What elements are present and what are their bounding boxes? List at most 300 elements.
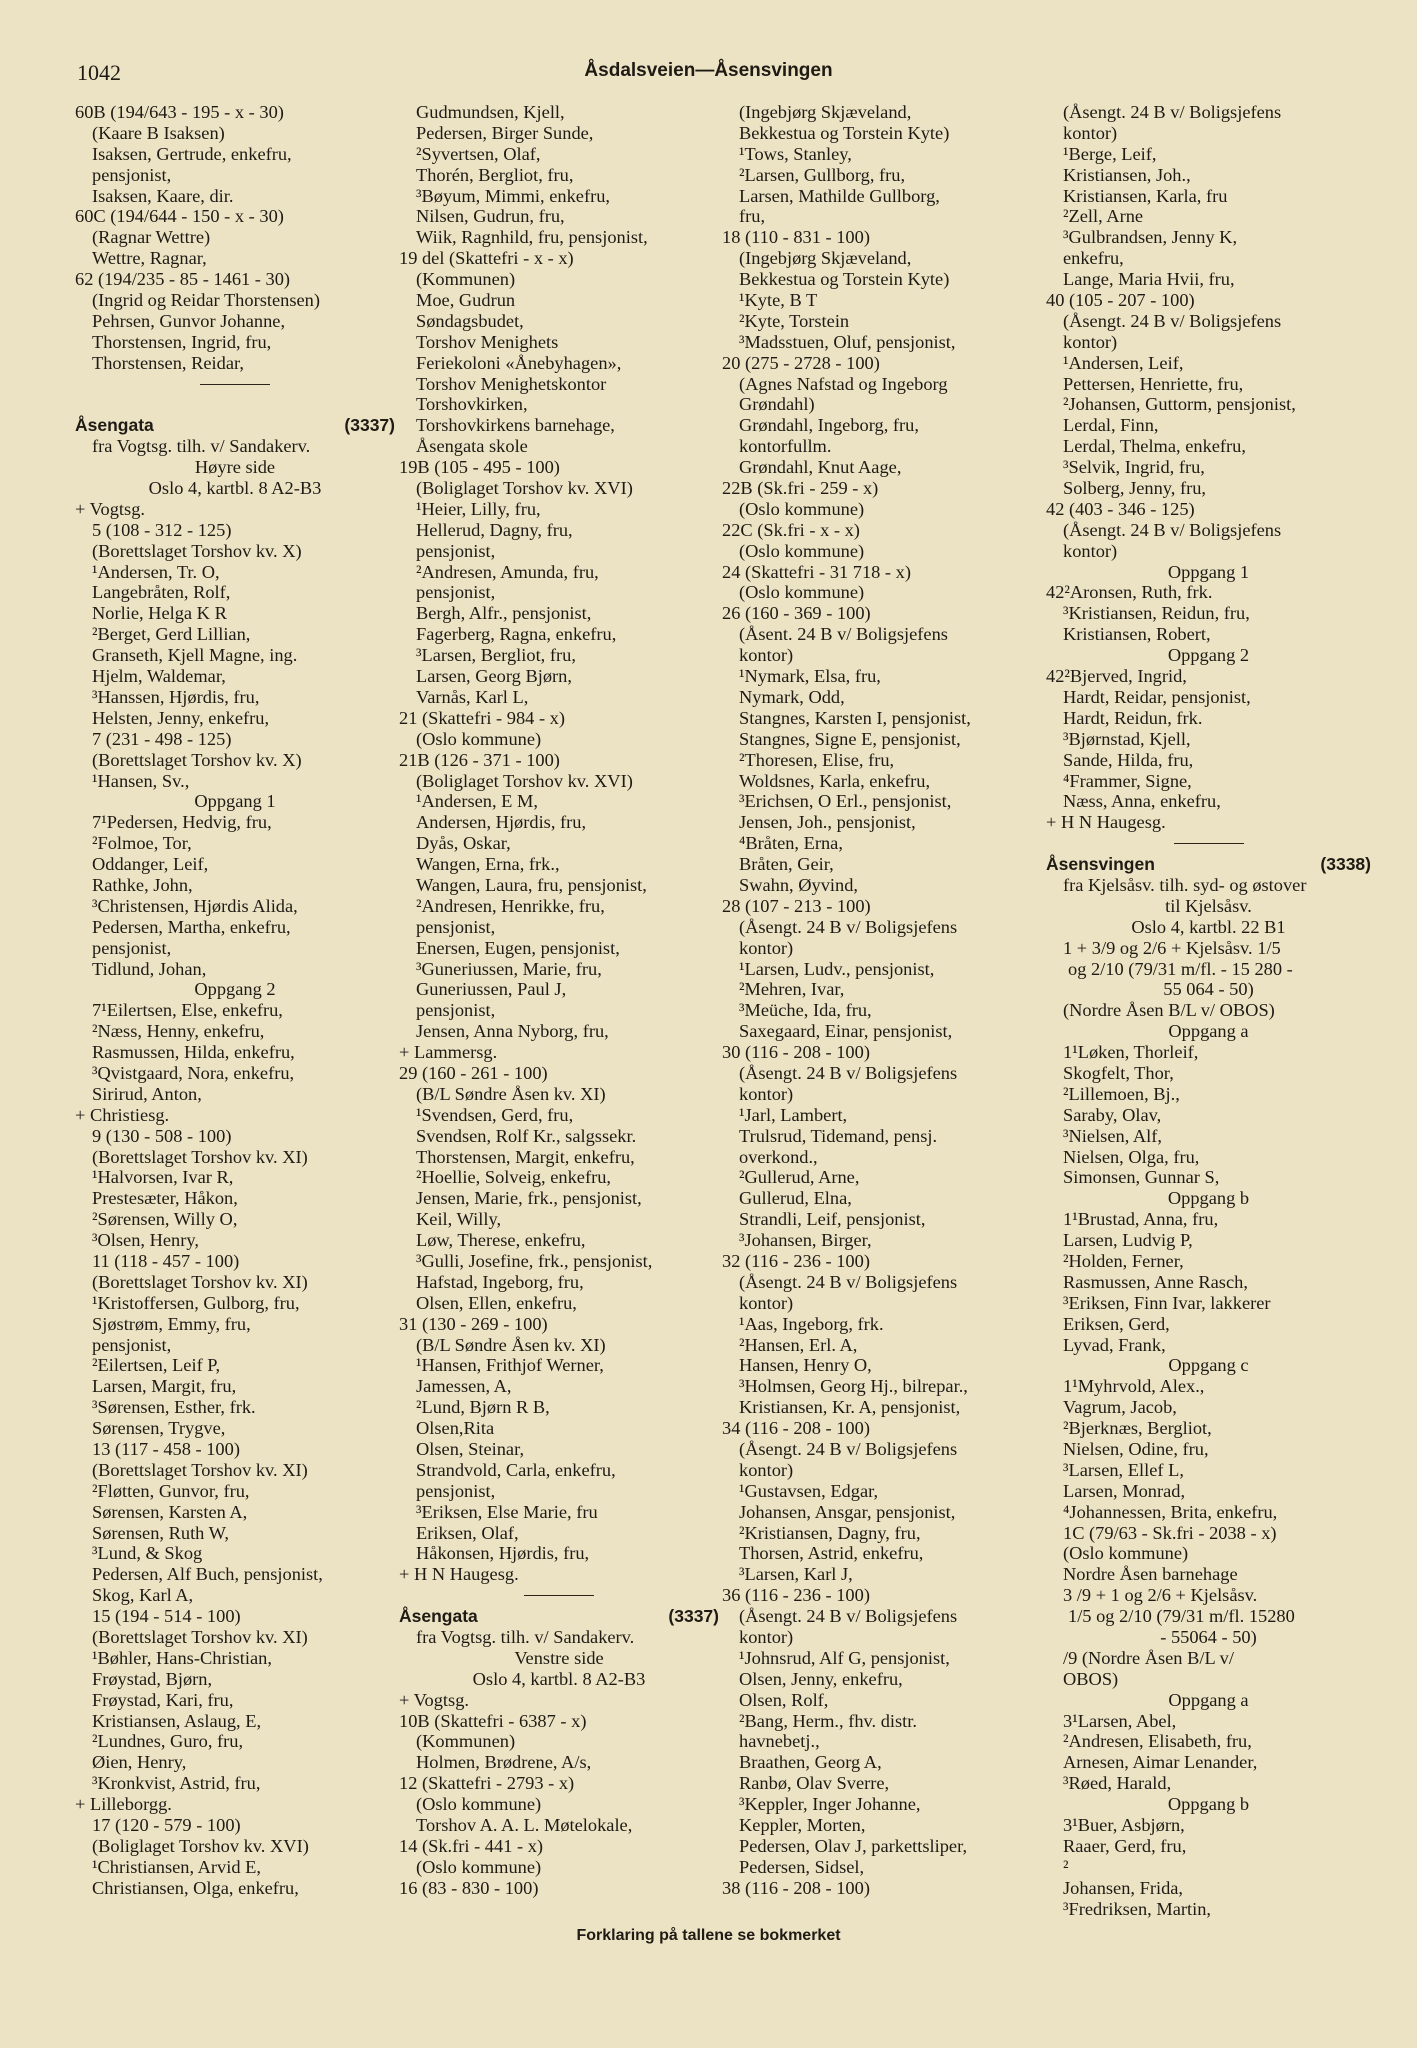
directory-line: 28 (107 - 213 - 100): [722, 895, 871, 916]
directory-line: 60B (194/643 - 195 - x - 30): [75, 102, 284, 122]
directory-line: ²Berget, Gerd Lillian,: [92, 624, 251, 645]
directory-line: Frøystad, Bjørn,: [92, 1668, 213, 1689]
directory-line: Larsen, Mathilde Gullborg,: [739, 185, 940, 206]
directory-line: (Åsengt. 24 B v/ Boligsjefens: [1063, 102, 1282, 122]
centered-line: Oppgang 1: [1167, 561, 1250, 582]
directory-line: pensjonist,: [92, 937, 172, 958]
directory-line: Wettre, Ragnar,: [92, 248, 207, 269]
directory-line: Pehrsen, Gunvor Johanne,: [92, 310, 286, 331]
directory-line: 40 (105 - 207 - 100): [1046, 290, 1195, 311]
directory-line: ³Bøyum, Mimmi, enkefru,: [416, 185, 610, 206]
directory-line: Hardt, Reidun, frk.: [1063, 707, 1203, 728]
directory-line: ¹Tows, Stanley,: [739, 143, 852, 164]
directory-line: ³Gulli, Josefine, frk., pensjonist,: [416, 1250, 653, 1271]
directory-line: Varnås, Karl L,: [416, 686, 529, 707]
section-divider: [399, 1585, 719, 1606]
centered-line: Oppgang 2: [194, 979, 276, 1000]
directory-line: havnebetj.,: [739, 1731, 820, 1752]
centered-line: Oppgang a: [1168, 1689, 1249, 1710]
directory-line: Kristiansen, Joh.,: [1063, 164, 1191, 185]
directory-line: kontor): [1063, 122, 1118, 143]
directory-line: Olsen, Ellen, enkefru,: [416, 1292, 577, 1313]
directory-line: Rasmussen, Hilda, enkefru,: [92, 1042, 295, 1063]
directory-line: + H N Haugesg.: [1046, 812, 1166, 833]
directory-line: Søndagsbudet,: [416, 310, 524, 331]
directory-line: Strandvold, Carla, enkefru,: [416, 1459, 616, 1480]
directory-line: Isaksen, Kaare, dir.: [92, 185, 234, 206]
directory-line: (Nordre Åsen B/L v/ OBOS): [1063, 1000, 1275, 1021]
directory-line: Rathke, John,: [92, 874, 193, 895]
directory-line: 42 (403 - 346 - 125): [1046, 498, 1195, 519]
directory-line: Jamessen, A,: [416, 1376, 512, 1397]
directory-line: (Åsengt. 24 B v/ Boligsjefens: [1063, 310, 1282, 331]
directory-line: (Borettslaget Torshov kv. XI): [92, 1146, 308, 1167]
directory-line: Nilsen, Gudrun, fru,: [416, 206, 565, 227]
directory-line: [75, 394, 395, 415]
directory-line: 5 (108 - 312 - 125): [92, 519, 232, 540]
directory-line: Tidlund, Johan,: [92, 958, 207, 979]
directory-line: ³Kronkvist, Astrid, fru,: [92, 1773, 261, 1794]
directory-line: Keil, Willy,: [416, 1209, 502, 1230]
directory-line: ³Gulbrandsen, Jenny K,: [1063, 227, 1238, 248]
directory-line: ²Mehren, Ivar,: [739, 979, 845, 1000]
directory-line: Grøndahl): [739, 394, 815, 415]
directory-line: ³Fredriksen, Martin,: [1063, 1898, 1212, 1919]
directory-line: ³Larsen, Ellef L,: [1063, 1459, 1184, 1480]
street-name: Åsengata: [399, 1606, 478, 1627]
directory-line: 62 (194/235 - 85 - 1461 - 30): [75, 269, 291, 290]
directory-line: Sande, Hilda, fru,: [1063, 749, 1194, 770]
directory-line: Langebråten, Rolf,: [92, 582, 231, 603]
directory-line: (Oslo kommune): [739, 498, 865, 519]
directory-line: Håkonsen, Hjørdis, fru,: [416, 1543, 590, 1564]
directory-line: Hellerud, Dagny, fru,: [416, 519, 573, 540]
directory-line: (Borettslaget Torshov kv. XI): [92, 1627, 308, 1648]
directory-line: + Lammersg.: [399, 1042, 498, 1063]
directory-line: ¹Andersen, E M,: [416, 791, 538, 812]
directory-line: ¹Svendsen, Gerd, fru,: [416, 1104, 574, 1125]
directory-line: ¹Bøhler, Hans-Christian,: [92, 1647, 272, 1668]
directory-line: (Borettslaget Torshov kv. X): [92, 540, 302, 561]
street-code: (3338): [1320, 854, 1371, 875]
directory-line: Guneriussen, Paul J,: [416, 979, 567, 1000]
directory-line: 32 (116 - 236 - 100): [722, 1250, 870, 1271]
directory-line: ²Larsen, Gullborg, fru,: [739, 164, 906, 185]
directory-line: ³Larsen, Karl J,: [739, 1564, 853, 1585]
directory-line: ¹Johnsrud, Alf G, pensjonist,: [739, 1647, 950, 1668]
directory-line: ²Johansen, Guttorm, pensjonist,: [1063, 394, 1296, 415]
directory-line: ²Lundnes, Guro, fru,: [92, 1731, 244, 1752]
directory-line: Nymark, Odd,: [739, 686, 845, 707]
directory-line: ¹Andersen, Leif,: [1063, 352, 1184, 373]
directory-line: Olsen, Steinar,: [416, 1439, 525, 1459]
directory-line: Torshov Menighetskontor: [416, 373, 607, 394]
directory-line: ²: [1063, 1856, 1069, 1877]
directory-line: 22B (Sk.fri - 259 - x): [722, 478, 879, 499]
directory-line: 24 (Skattefri - 31 718 - x): [722, 561, 911, 582]
centered-line: Venstre side: [514, 1647, 604, 1668]
directory-line: Kristiansen, Robert,: [1063, 624, 1211, 645]
directory-line: Stangnes, Signe E, pensjonist,: [739, 728, 961, 749]
directory-line: ³Lund, & Skog: [92, 1543, 203, 1564]
directory-line: Frøystad, Kari, fru,: [92, 1689, 234, 1710]
directory-line: (Kommunen): [416, 269, 516, 290]
directory-line: ²Andresen, Elisabeth, fru,: [1063, 1731, 1252, 1752]
page-number: 1042: [77, 60, 121, 85]
directory-line: (Åsengt. 24 B v/ Boligsjefens: [1063, 519, 1282, 540]
directory-line: ³Johansen, Birger,: [739, 1230, 872, 1251]
directory-column: [722, 102, 1042, 1899]
directory-line: Thorén, Bergliot, fru,: [416, 164, 574, 185]
directory-line: 7 (231 - 498 - 125): [92, 728, 232, 749]
directory-line: (Åsengt. 24 B v/ Boligsjefens: [739, 1062, 958, 1083]
directory-line: Saraby, Olav,: [1063, 1104, 1162, 1125]
directory-column: [399, 102, 719, 1899]
directory-line: 10B (Skattefri - 6387 - x): [399, 1710, 587, 1731]
directory-line: 11 (118 - 457 - 100): [92, 1250, 240, 1271]
directory-line: Næss, Anna, enkefru,: [1063, 791, 1221, 812]
directory-line: Pedersen, Sidsel,: [739, 1856, 865, 1877]
directory-line: Trulsrud, Tidemand, pensj.: [739, 1125, 938, 1146]
directory-line: ²Gullerud, Arne,: [739, 1167, 860, 1188]
divider-rule: [524, 1595, 594, 1597]
directory-line: ³Larsen, Bergliot, fru,: [416, 645, 576, 666]
directory-line: ³Christensen, Hjørdis Alida,: [92, 895, 298, 916]
directory-line: Wangen, Erna, frk.,: [416, 854, 560, 875]
directory-line: ³Røed, Harald,: [1063, 1773, 1172, 1794]
directory-line: (Åsent. 24 B v/ Boligsjefens: [739, 624, 948, 645]
directory-line: ²Næss, Henny, enkefru,: [92, 1021, 265, 1042]
directory-line: Grøndahl, Ingeborg, fru,: [739, 415, 919, 436]
directory-line: ²Andresen, Henrikke, fru,: [416, 895, 605, 916]
street-name: Åsensvingen: [1046, 854, 1155, 875]
directory-line: Holmen, Brødrene, A/s,: [416, 1752, 592, 1773]
directory-line: ³Keppler, Inger Johanne,: [739, 1794, 921, 1815]
directory-line: Vagrum, Jacob,: [1063, 1397, 1177, 1418]
directory-line: 21 (Skattefri - 984 - x): [399, 707, 565, 728]
directory-line: ²Hansen, Erl. A,: [739, 1334, 858, 1355]
directory-line: Bekkestua og Torstein Kyte): [739, 269, 950, 290]
directory-line: fra Kjelsåsv. tilh. syd- og østover: [1063, 874, 1307, 895]
directory-line: (Oslo kommune): [416, 1794, 542, 1815]
directory-line: Skog, Karl A,: [92, 1585, 194, 1606]
directory-line: Jensen, Marie, frk., pensjonist,: [416, 1188, 642, 1209]
directory-line: 31 (130 - 269 - 100): [399, 1313, 548, 1334]
directory-line: Lyvad, Frank,: [1063, 1334, 1166, 1355]
directory-line: 34 (116 - 208 - 100): [722, 1418, 870, 1439]
directory-line: Sirirud, Anton,: [92, 1083, 202, 1104]
section-divider: [1046, 833, 1371, 854]
page-title: Åsdalsveien—Åsensvingen: [584, 60, 833, 81]
directory-line: kontor): [1063, 540, 1118, 561]
directory-line: Enersen, Eugen, pensjonist,: [416, 937, 620, 958]
directory-line: Arnesen, Aimar Lenander,: [1063, 1752, 1258, 1773]
directory-line: ³Bjørnstad, Kjell,: [1063, 728, 1191, 749]
directory-line: 7¹Pedersen, Hedvig, fru,: [92, 812, 272, 833]
directory-line: Lerdal, Thelma, enkefru,: [1063, 436, 1246, 457]
directory-line: ¹Andersen, Tr. O,: [92, 561, 220, 582]
directory-line: ¹Gustavsen, Edgar,: [739, 1480, 879, 1501]
directory-line: 26 (160 - 369 - 100): [722, 603, 871, 624]
directory-line: Skogfelt, Thor,: [1063, 1062, 1174, 1083]
directory-line: ²Holden, Ferner,: [1063, 1250, 1184, 1271]
centered-line: Høyre side: [194, 457, 276, 478]
directory-line: Bråten, Geir,: [739, 854, 834, 875]
directory-line: Hardt, Reidar, pensjonist,: [1063, 686, 1251, 707]
directory-line: ²Folmoe, Tor,: [92, 833, 192, 854]
directory-line: Nielsen, Odine, fru,: [1063, 1439, 1209, 1459]
directory-line: 17 (120 - 579 - 100): [92, 1815, 241, 1836]
directory-line: ²Eilertsen, Leif P,: [92, 1355, 221, 1376]
directory-line: ³Hanssen, Hjørdis, fru,: [92, 686, 260, 707]
directory-line: Wangen, Laura, fru, pensjonist,: [416, 874, 647, 895]
directory-line: ⁴Johannessen, Brita, enkefru,: [1063, 1501, 1278, 1522]
directory-line: Hansen, Henry O,: [739, 1355, 872, 1376]
directory-line: pensjonist,: [416, 1000, 496, 1021]
directory-line: ²Fløtten, Gunvor, fru,: [92, 1480, 250, 1501]
street-name: Åsengata: [75, 415, 154, 436]
directory-line: Pedersen, Olav J, parkettsliper,: [739, 1835, 968, 1856]
directory-line: ¹Berge, Leif,: [1063, 143, 1157, 164]
directory-line: fra Vogtsg. tilh. v/ Sandakerv.: [416, 1627, 635, 1648]
directory-line: pensjonist,: [416, 582, 496, 603]
directory-line: Lange, Maria Hvii, fru,: [1063, 269, 1235, 290]
centered-line: Oslo 4, kartbl. 8 A2-B3: [472, 1668, 646, 1689]
directory-line: Bergh, Alfr., pensjonist,: [416, 603, 592, 624]
section-divider: [75, 374, 395, 395]
directory-line: (Borettslaget Torshov kv. X): [92, 749, 302, 770]
directory-line: ³Holmsen, Georg Hj., bilrepar.,: [739, 1376, 968, 1397]
directory-line: ³Olsen, Henry,: [92, 1230, 199, 1251]
directory-line: Hafstad, Ingeborg, fru,: [416, 1271, 584, 1292]
directory-line: Eriksen, Gerd,: [1063, 1313, 1170, 1334]
directory-line: 19 del (Skattefri - x - x): [399, 248, 574, 269]
directory-line: ³Qvistgaard, Nora, enkefru,: [92, 1062, 295, 1083]
directory-line: Torshovkirkens barnehage,: [416, 415, 615, 436]
directory-line: ²Zell, Arne: [1063, 206, 1144, 227]
directory-line: (Boliglaget Torshov kv. XVI): [416, 478, 633, 499]
street-heading: [399, 1606, 719, 1627]
directory-line: (Oslo kommune): [416, 728, 542, 749]
directory-line: 1/5 og 2/10 (79/31 m/fl. 15280: [1068, 1606, 1295, 1627]
directory-line: ¹Heier, Lilly, fru,: [416, 498, 541, 519]
directory-line: Wiik, Ragnhild, fru, pensjonist,: [416, 227, 648, 248]
directory-line: Feriekoloni «Ånebyhagen»,: [416, 352, 622, 373]
centered-line: Oppgang b: [1167, 1794, 1250, 1815]
directory-line: ²Lillemoen, Bj.,: [1063, 1083, 1180, 1104]
directory-line: 15 (194 - 514 - 100): [92, 1606, 241, 1627]
directory-line: 36 (116 - 236 - 100): [722, 1585, 870, 1606]
directory-line: pensjonist,: [92, 1334, 172, 1355]
directory-line: Andersen, Hjørdis, fru,: [416, 812, 587, 833]
directory-line: kontor): [739, 1459, 794, 1480]
directory-line: ³Guneriussen, Marie, fru,: [416, 958, 602, 979]
directory-line: ³Madsstuen, Oluf, pensjonist,: [739, 331, 956, 352]
directory-line: Thorstensen, Reidar,: [92, 352, 244, 373]
directory-line: Keppler, Morten,: [739, 1815, 866, 1836]
directory-line: ²Bjerknæs, Bergliot,: [1063, 1418, 1212, 1439]
directory-line: fra Vogtsg. tilh. v/ Sandakerv.: [92, 436, 311, 457]
directory-line: (Oslo kommune): [739, 540, 865, 561]
page-footer: Forklaring på tallene se bokmerket: [576, 1927, 841, 1944]
directory-line: Larsen, Margit, fru,: [92, 1376, 237, 1397]
directory-line: Woldsnes, Karla, enkefru,: [739, 770, 931, 791]
directory-line: Stangnes, Karsten I, pensjonist,: [739, 707, 971, 728]
directory-line: Sørensen, Ruth W,: [92, 1522, 229, 1543]
divider-rule: [200, 384, 270, 386]
directory-line: Olsen, Jenny, enkefru,: [739, 1668, 903, 1689]
directory-line: Gullerud, Elna,: [739, 1188, 852, 1209]
directory-line: (Oslo kommune): [739, 582, 865, 603]
directory-line: (Kaare B Isaksen): [92, 122, 225, 143]
directory-line: Bekkestua og Torstein Kyte): [739, 122, 950, 143]
directory-column: [75, 102, 395, 1899]
directory-line: 13 (117 - 458 - 100): [92, 1439, 240, 1459]
directory-line: Rasmussen, Anne Rasch,: [1063, 1271, 1248, 1292]
directory-line: Løw, Therese, enkefru,: [416, 1230, 586, 1251]
directory-line: Pedersen, Alf Buch, pensjonist,: [92, 1564, 323, 1585]
directory-line: Solberg, Jenny, fru,: [1063, 478, 1207, 499]
directory-line: Kristiansen, Aslaug, E,: [92, 1710, 262, 1731]
directory-line: enkefru,: [1063, 248, 1124, 269]
directory-line: + Vogtsg.: [75, 498, 145, 519]
directory-line: overkond.,: [739, 1146, 818, 1167]
directory-line: Thorsen, Astrid, enkefru,: [739, 1543, 924, 1564]
directory-line: 42²Aronsen, Ruth, frk.: [1046, 582, 1213, 603]
directory-line: Øien, Henry,: [92, 1752, 187, 1773]
directory-line: Hjelm, Waldemar,: [92, 666, 226, 687]
directory-line: Saxegaard, Einar, pensjonist,: [739, 1021, 953, 1042]
directory-line: 16 (83 - 830 - 100): [399, 1877, 539, 1898]
directory-line: (Agnes Nafstad og Ingeborg: [739, 373, 948, 394]
directory-line: Moe, Gudrun: [416, 290, 516, 311]
directory-line: Pedersen, Birger Sunde,: [416, 122, 594, 143]
directory-line: ¹Hansen, Sv.,: [92, 770, 190, 791]
directory-line: 22C (Sk.fri - x - x): [722, 519, 860, 540]
directory-line: ²Kyte, Torstein: [739, 310, 850, 331]
directory-line: (Oslo kommune): [1063, 1543, 1189, 1564]
directory-line: 7¹Eilertsen, Else, enkefru,: [92, 1000, 283, 1021]
directory-line: OBOS): [1063, 1668, 1119, 1689]
directory-line: Kristiansen, Kr. A, pensjonist,: [739, 1397, 961, 1418]
directory-line: (Kommunen): [416, 1731, 516, 1752]
directory-line: 1 + 3/9 og 2/6 + Kjelsåsv. 1/5: [1063, 937, 1281, 958]
directory-line: Johansen, Ansgar, pensjonist,: [739, 1501, 956, 1522]
directory-line: (B/L Søndre Åsen kv. XI): [416, 1334, 606, 1355]
directory-line: /9 (Nordre Åsen B/L v/: [1063, 1647, 1234, 1668]
directory-line: ¹Halvorsen, Ivar R,: [92, 1167, 234, 1188]
directory-line: (Boliglaget Torshov kv. XVI): [92, 1835, 309, 1856]
directory-line: ²Lund, Bjørn R B,: [416, 1397, 550, 1418]
directory-line: pensjonist,: [416, 916, 496, 937]
directory-line: Grøndahl, Knut Aage,: [739, 457, 902, 478]
directory-line: (Åsengt. 24 B v/ Boligsjefens: [739, 1606, 958, 1627]
directory-line: pensjonist,: [416, 1480, 496, 1501]
directory-line: ³Erichsen, O Erl., pensjonist,: [739, 791, 952, 812]
directory-line: 38 (116 - 208 - 100): [722, 1877, 870, 1898]
directory-line: Thorstensen, Ingrid, fru,: [92, 331, 272, 352]
directory-line: Jensen, Anna Nyborg, fru,: [416, 1021, 609, 1042]
directory-line: Simonsen, Gunnar S,: [1063, 1167, 1220, 1188]
directory-line: Larsen, Monrad,: [1063, 1480, 1186, 1501]
directory-line: ¹Hansen, Frithjof Werner,: [416, 1355, 604, 1376]
directory-line: pensjonist,: [92, 164, 172, 185]
centered-line: Oppgang a: [1168, 1021, 1249, 1042]
directory-line: (Boliglaget Torshov kv. XVI): [416, 770, 633, 791]
directory-line: ²Bang, Herm., fhv. distr.: [739, 1710, 917, 1731]
directory-line: Raaer, Gerd, fru,: [1063, 1835, 1187, 1856]
directory-line: kontor): [739, 1292, 794, 1313]
directory-line: 18 (110 - 831 - 100): [722, 227, 870, 248]
directory-line: kontor): [739, 1083, 794, 1104]
directory-line: Larsen, Georg Bjørn,: [416, 666, 572, 687]
directory-line: Thorstensen, Margit, enkefru,: [416, 1146, 635, 1167]
directory-line: Åsengata skole: [416, 436, 528, 457]
directory-line: (Åsengt. 24 B v/ Boligsjefens: [739, 916, 958, 937]
directory-line: Lerdal, Finn,: [1063, 415, 1159, 436]
directory-line: Larsen, Ludvig P,: [1063, 1230, 1193, 1251]
directory-line: Olsen, Rolf,: [739, 1689, 829, 1710]
directory-line: ¹Aas, Ingeborg, frk.: [739, 1313, 884, 1334]
directory-line: Eriksen, Olaf,: [416, 1522, 519, 1543]
directory-line: kontor): [739, 645, 794, 666]
directory-line: ³Nielsen, Alf,: [1063, 1125, 1162, 1146]
directory-line: Torshov A. A. L. Møtelokale,: [416, 1815, 633, 1836]
directory-line: Johansen, Frida,: [1063, 1877, 1184, 1898]
centered-line: Oppgang c: [1168, 1355, 1249, 1376]
street-code: (3337): [668, 1606, 719, 1627]
directory-line: Prestesæter, Håkon,: [92, 1188, 238, 1209]
directory-line: 21B (126 - 371 - 100): [399, 749, 560, 770]
centered-line: til Kjelsåsv.: [1165, 895, 1252, 916]
directory-line: ⁴Frammer, Signe,: [1063, 770, 1192, 791]
directory-line: ⁴Bråten, Erna,: [739, 833, 843, 854]
directory-line: Norlie, Helga K R: [92, 603, 227, 624]
directory-line: 3¹Larsen, Abel,: [1063, 1710, 1177, 1731]
directory-line: ²Hoellie, Solveig, enkefru,: [416, 1167, 611, 1188]
directory-line: Oddanger, Leif,: [92, 854, 209, 875]
directory-line: Sørensen, Karsten A,: [92, 1501, 248, 1522]
directory-line: kontor): [739, 1627, 794, 1648]
directory-line: (Åsengt. 24 B v/ Boligsjefens: [739, 1271, 958, 1292]
directory-line: + Christiesg.: [75, 1104, 170, 1125]
directory-line: ¹Larsen, Ludv., pensjonist,: [739, 958, 935, 979]
directory-line: ¹Kristoffersen, Gulborg, fru,: [92, 1292, 300, 1313]
directory-line: Fagerberg, Ragna, enkefru,: [416, 624, 617, 645]
directory-line: Torshov Menighets: [416, 331, 559, 352]
directory-line: ¹Jarl, Lambert,: [739, 1104, 848, 1125]
centered-line: Oppgang 1: [194, 791, 276, 812]
directory-line: og 2/10 (79/31 m/fl. - 15 280 -: [1068, 958, 1293, 979]
directory-line: ²Kristiansen, Dagny, fru,: [739, 1522, 921, 1543]
directory-line: 3¹Buer, Asbjørn,: [1063, 1815, 1185, 1836]
directory-line: 1¹Myhrvold, Alex.,: [1063, 1376, 1205, 1397]
directory-line: Strandli, Leif, pensjonist,: [739, 1209, 926, 1230]
directory-line: Sjøstrøm, Emmy, fru,: [92, 1313, 251, 1334]
directory-line: (Åsengt. 24 B v/ Boligsjefens: [739, 1439, 958, 1459]
directory-line: fru,: [739, 206, 766, 227]
directory-line: Nordre Åsen barnehage: [1063, 1564, 1238, 1585]
directory-line: Dyås, Oskar,: [416, 833, 511, 854]
street-heading: [75, 415, 395, 436]
directory-line: Helsten, Jenny, enkefru,: [92, 707, 270, 728]
directory-line: ²Syvertsen, Olaf,: [416, 143, 541, 164]
directory-line: ¹Kyte, B T: [739, 290, 818, 311]
directory-line: (Oslo kommune): [416, 1856, 542, 1877]
directory-line: (Borettslaget Torshov kv. XI): [92, 1271, 308, 1292]
directory-line: ³Eriksen, Finn Ivar, lakkerer: [1063, 1292, 1271, 1313]
directory-line: Olsen,Rita: [416, 1418, 495, 1439]
